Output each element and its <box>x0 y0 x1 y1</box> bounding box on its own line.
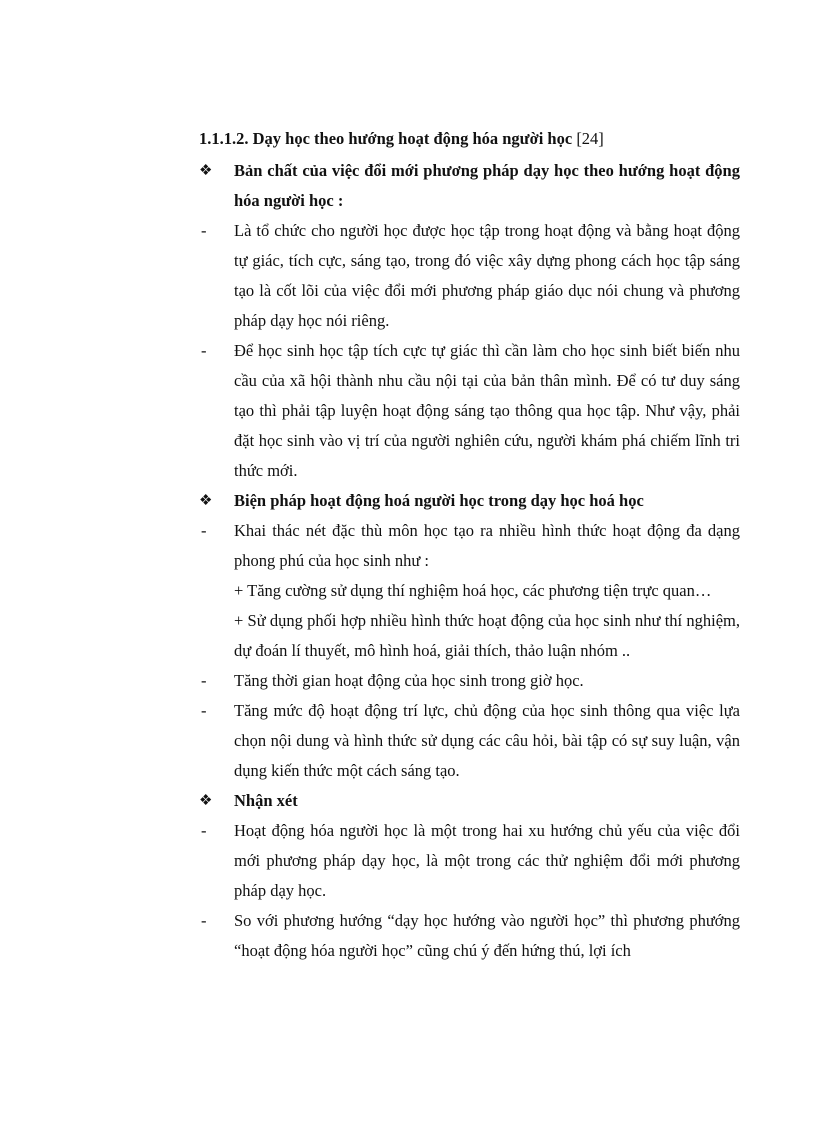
page-content <box>199 124 740 966</box>
list-item-text: Khai thác nét đặc thù môn học tạo ra nhiều hình thức hoạt động đa dạng phong phú của học sinh như : <box>234 521 740 570</box>
list-item-text: So với phương hướng “dạy học hướng vào người học” thì phương phướng “hoạt động hóa người học” cũng chú ý đến hứng thú, lợi ích <box>234 911 740 960</box>
dash-bullet: - <box>201 221 207 240</box>
dash-bullet: - <box>201 821 207 840</box>
dash-bullet: - <box>201 701 207 720</box>
section-2-title: Biện pháp hoạt động hoá người học trong dạy học hoá học <box>234 491 644 510</box>
list-item <box>199 516 740 576</box>
sub-item: + Tăng cường sử dụng thí nghiệm hoá học, các phương tiện trực quan… <box>234 581 712 600</box>
list-item <box>199 696 740 786</box>
list-item-text: Hoạt động hóa người học là một trong hai xu hướng chủ yếu của việc đổi mới phương pháp dạy học, là một trong các thử nghiệm đổi mới phương pháp dạy học. <box>234 821 740 900</box>
section-1-title-row <box>199 156 740 216</box>
sub-item: + Sử dụng phối hợp nhiều hình thức hoạt động của học sinh như thí nghiệm, dự đoán lí thuyết, mô hình hoá, giải thích, thảo luận nhóm .. <box>234 611 740 660</box>
section-3-title: Nhận xét <box>234 791 298 810</box>
list-item <box>199 216 740 336</box>
dash-bullet: - <box>201 521 207 540</box>
section-heading <box>199 124 740 154</box>
list-item-text: Để học sinh học tập tích cực tự giác thì cần làm cho học sinh biết biến nhu cầu của xã hội thành nhu cầu nội tại của bản thân mình. Để có tư duy sáng tạo thì phải tập luyện hoạt động sáng tạo thông qua học tập. Như vậy, phải đặt học sinh vào vị trí của người nghiên cứu, người khám phá chiếm lĩnh tri thức mới. <box>234 341 740 480</box>
dash-bullet: - <box>201 671 207 690</box>
list-item <box>199 816 740 906</box>
list-item <box>199 666 740 696</box>
section-2-title-row <box>199 486 740 516</box>
list-item-text: Tăng mức độ hoạt động trí lực, chủ động của học sinh thông qua việc lựa chọn nội dung và hình thức sử dụng các câu hỏi, bài tập có sự suy luận, vận dụng kiến thức một cách sáng tạo. <box>234 701 740 780</box>
diamond-bullet-icon: ❖ <box>199 793 213 809</box>
section-1-title: Bản chất của việc đổi mới phương pháp dạy học theo hướng hoạt động hóa người học : <box>234 161 740 210</box>
heading-reference: [24] <box>576 129 604 148</box>
dash-bullet: - <box>201 341 207 360</box>
section-3-title-row <box>199 786 740 816</box>
diamond-bullet-icon: ❖ <box>199 163 213 179</box>
diamond-bullet-icon: ❖ <box>199 493 213 509</box>
list-item-text: Là tổ chức cho người học được học tập trong hoạt động và bằng hoạt động tự giác, tích cực, sáng tạo, trong đó việc xây dựng phong cách học tập sáng tạo là cốt lõi của việc đổi mới phương pháp giáo dục nói chung và phương pháp dạy học nói riêng. <box>234 221 740 330</box>
list-item-text: Tăng thời gian hoạt động của học sinh trong giờ học. <box>234 671 584 690</box>
dash-bullet: - <box>201 911 207 930</box>
list-item <box>199 906 740 966</box>
list-item <box>199 336 740 486</box>
heading-title: 1.1.1.2. Dạy học theo hướng hoạt động hóa người học <box>199 129 573 148</box>
